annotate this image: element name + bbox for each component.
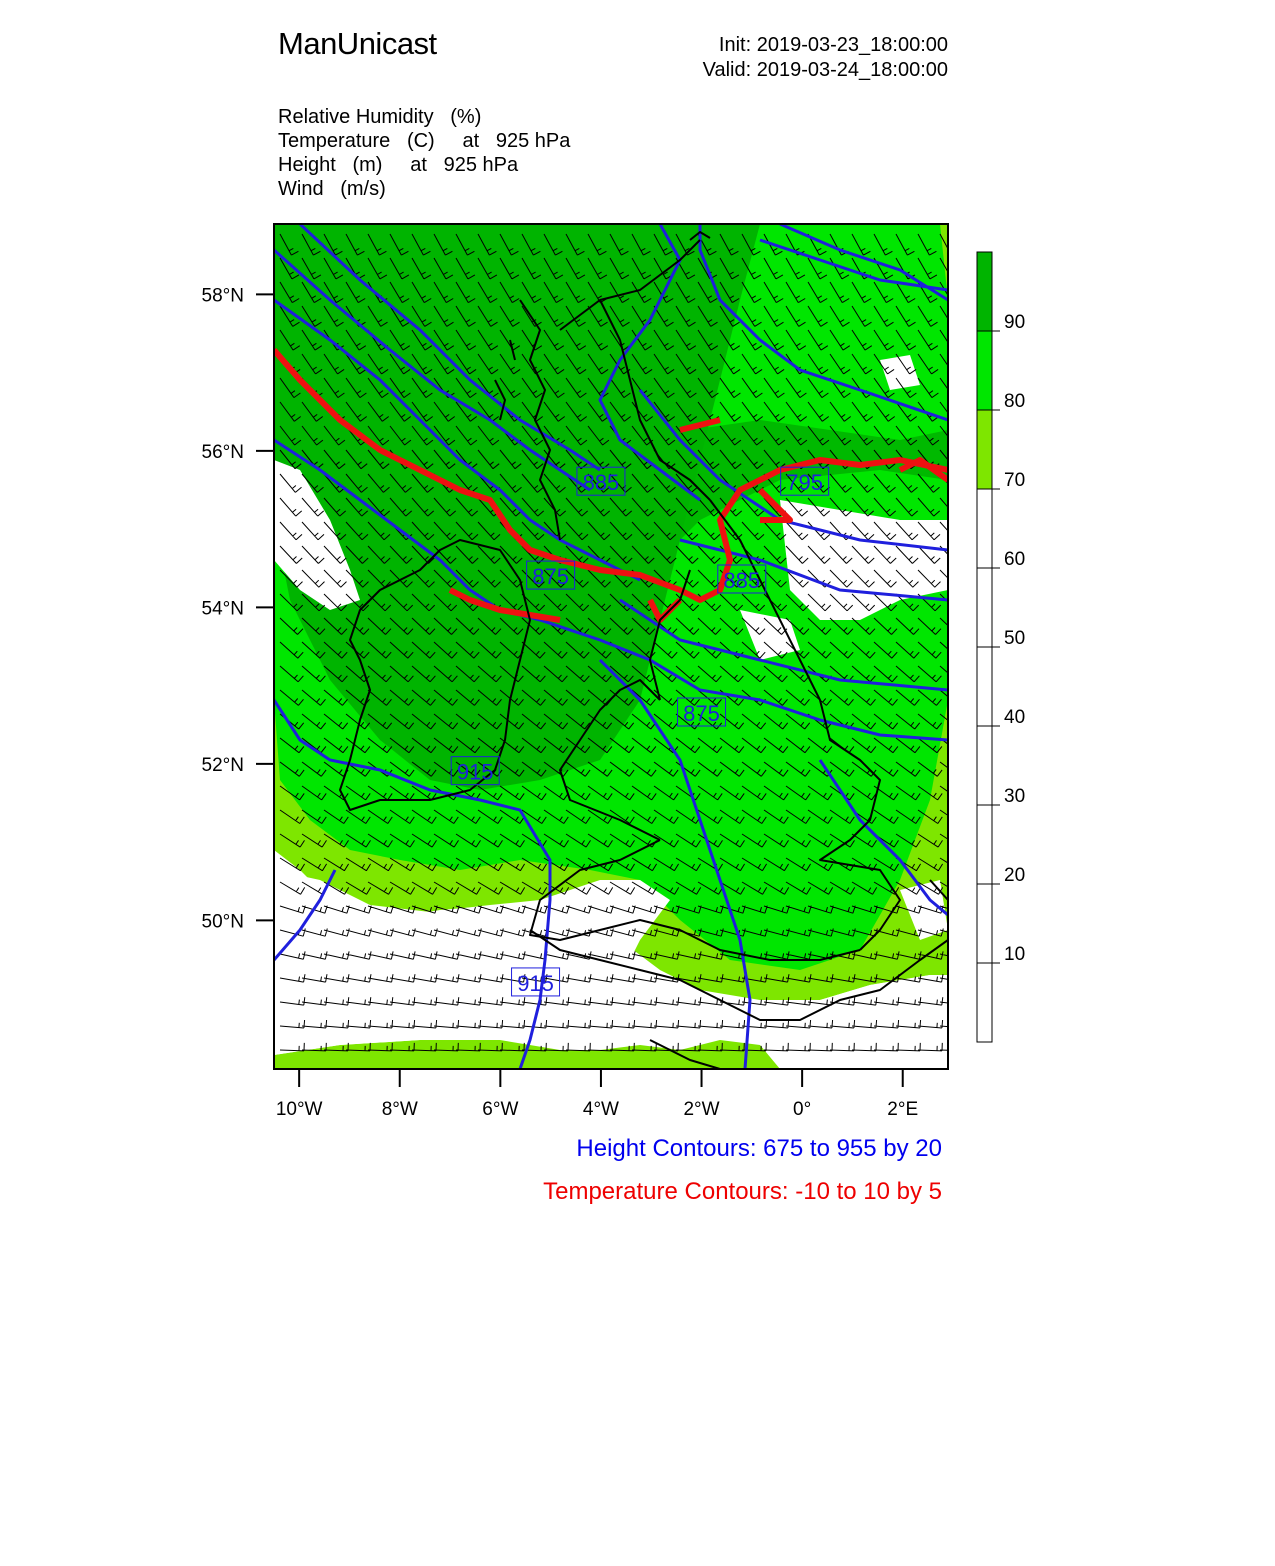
init-time: Init: 2019-03-23_18:00:00 [718, 34, 948, 56]
height-label-text: 885 [723, 567, 761, 593]
field-height: Height (m) at 925 hPa [278, 154, 519, 176]
lat-tick-label: 56°N [201, 441, 244, 463]
colorbar-label: 70 [1004, 470, 1026, 491]
temperature-contours-caption: Temperature Contours: -10 to 10 by 5 [543, 1178, 942, 1205]
colorbar-segment [977, 410, 992, 489]
lon-tick-label: 0° [793, 1099, 812, 1120]
height-label [781, 467, 829, 495]
colorbar-segment [977, 726, 992, 805]
colorbar-label: 50 [1004, 628, 1026, 649]
colorbar-label: 90 [1004, 312, 1026, 333]
colorbar-label: 10 [1004, 944, 1026, 965]
colorbar-segment [977, 647, 992, 726]
height-label [577, 467, 625, 495]
lon-tick-label: 6°W [482, 1099, 519, 1120]
valid-time: Valid: 2019-03-24_18:00:00 [702, 59, 948, 81]
height-label [527, 561, 575, 589]
lon-tick-label: 10°W [275, 1099, 323, 1120]
field-temperature: Temperature (C) at 925 hPa [278, 130, 571, 152]
colorbar-segment [977, 489, 992, 568]
height-label-text: 795 [786, 470, 824, 496]
colorbar-segment [977, 568, 992, 647]
lon-tick-label: 2°E [887, 1099, 919, 1120]
height-label [512, 968, 560, 996]
lat-tick-label: 54°N [201, 598, 244, 620]
lon-tick-label: 2°W [683, 1099, 720, 1120]
colorbar-label: 80 [1004, 391, 1026, 412]
height-label-text: 915 [456, 759, 494, 785]
map-area [274, 224, 965, 1069]
colorbar-segment [977, 331, 992, 410]
lon-tick-label: 8°W [381, 1099, 418, 1120]
colorbar-segment [977, 252, 992, 331]
model-title: ManUnicast [278, 26, 437, 61]
height-label-text: 885 [582, 470, 620, 496]
colorbar-label: 60 [1004, 549, 1026, 570]
height-label [451, 757, 499, 785]
colorbar-label: 40 [1004, 707, 1026, 728]
lat-tick-label: 58°N [201, 285, 244, 307]
height-label-text: 875 [683, 701, 720, 727]
height-label-text: 915 [517, 970, 554, 996]
field-wind: Wind (m/s) [278, 178, 386, 200]
height-label-text: 875 [532, 564, 570, 590]
colorbar-label: 20 [1004, 865, 1026, 886]
height-contours-caption: Height Contours: 675 to 955 by 20 [576, 1135, 942, 1162]
height-label [678, 698, 726, 726]
lat-tick-label: 50°N [201, 911, 244, 933]
height-label [718, 565, 766, 593]
lat-tick-label: 52°N [201, 754, 244, 776]
lon-tick-label: 4°W [582, 1099, 619, 1120]
colorbar-segment [977, 805, 992, 884]
colorbar-segment [977, 963, 992, 1042]
colorbar [977, 252, 1025, 1042]
colorbar-label: 30 [1004, 786, 1026, 807]
field-relative-humidity: Relative Humidity (%) [278, 106, 482, 128]
colorbar-segment [977, 884, 992, 963]
